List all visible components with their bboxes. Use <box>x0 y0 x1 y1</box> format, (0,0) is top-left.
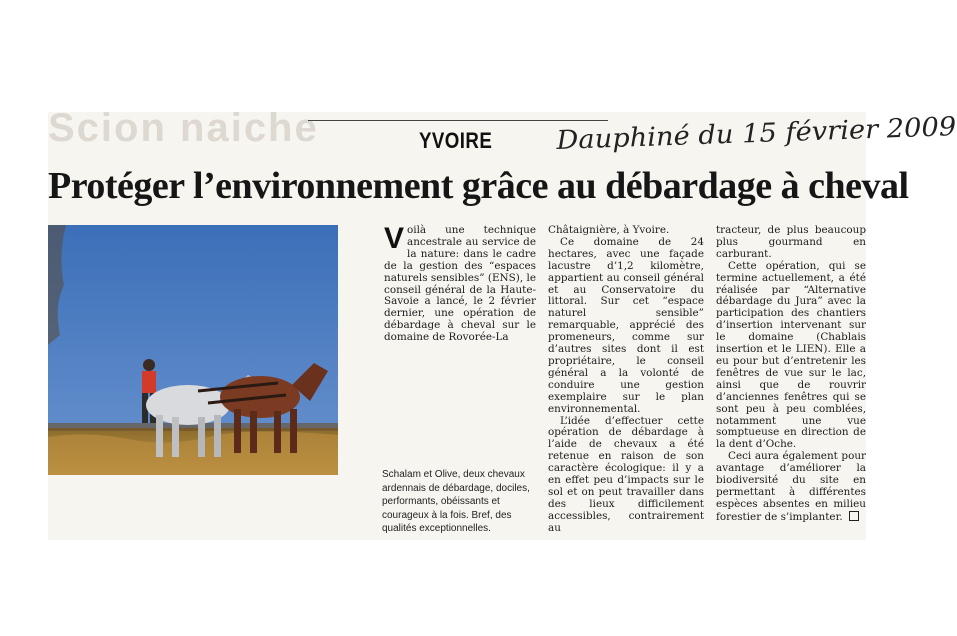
newspaper-clipping <box>48 106 957 540</box>
paragraph: tracteur, de plus beaucoup plus gourmand en carburant. <box>716 224 866 260</box>
drop-cap: V <box>384 222 405 255</box>
end-of-article-icon <box>849 511 859 521</box>
article-headline: Protéger l’environnement grâce au débardage à cheval <box>48 165 909 207</box>
paragraph <box>716 451 866 523</box>
top-rule <box>308 120 608 121</box>
article-column-1 <box>384 222 536 344</box>
paragraph: L’idée d’effectuer cette opération de débardage à l’aide de chevaux a été retenue en raison de son caractère écologique: il y a en effet peu d’impacts sur le sol et on peut travailler dans des lieux difficilement accessibles, contrairement au <box>548 414 704 534</box>
handwritten-note: Dauphiné du 15 février 2009 <box>556 112 957 156</box>
section-label: YVOIRE <box>419 128 493 153</box>
bleed-through-text: Scion naiche <box>48 106 319 150</box>
paragraph-text: Ceci aura également pour avantage d’améliorer la biodiversité du site en permettant à différentes espèces absentes en milieu forestier de s’implanter. <box>716 450 866 523</box>
paragraph: Châtaignière, à Yvoire. <box>548 224 670 236</box>
paragraph: Cette opération, qui se termine actuellement, a été réalisée par “Alternative débardage du Jura” avec la participation des chantiers d’insertion intervenant sur le domaine (Chablais insertion et le LIEN). Elle a eu pour but d’entretenir les fenêtres de vue sur le lac, ainsi que de rouvrir d’anciennes fenêtres qui se sont peu à peu comblées, notamment une vue somptueuse en direction de la dent d’Oche. <box>716 259 866 451</box>
paragraph: Ce domaine de 24 hectares, avec une façade lacustre d’1,2 kilomètre, appartient au conseil général et au Conservatoire du littoral. Sur cet “espace naturel sensible” remarquable, apprécié des promeneurs, comme sur d’autres sites dont il est propriétaire, le conseil général a la volonté de conduire une gestion exemplaire sur le plan environnemental. <box>548 235 704 415</box>
article-column-2 <box>548 225 704 535</box>
horses-photo <box>48 225 338 475</box>
paragraph: oilà une technique ancestrale au service de la nature: dans le cadre de la gestion des “espaces naturels sensibles” (ENS), le conseil général de la Haute-Savoie a lancé, le 2 février dernier, une opération de débardage à cheval sur le domaine de Rovorée-La <box>384 224 536 344</box>
photo-caption: Schalam et Olive, deux chevaux ardennais de débardage, dociles, performants, obéissants et courageux à la fois. Bref, des qualités exceptionnelles. <box>382 469 530 534</box>
article-column-3 <box>716 225 866 524</box>
